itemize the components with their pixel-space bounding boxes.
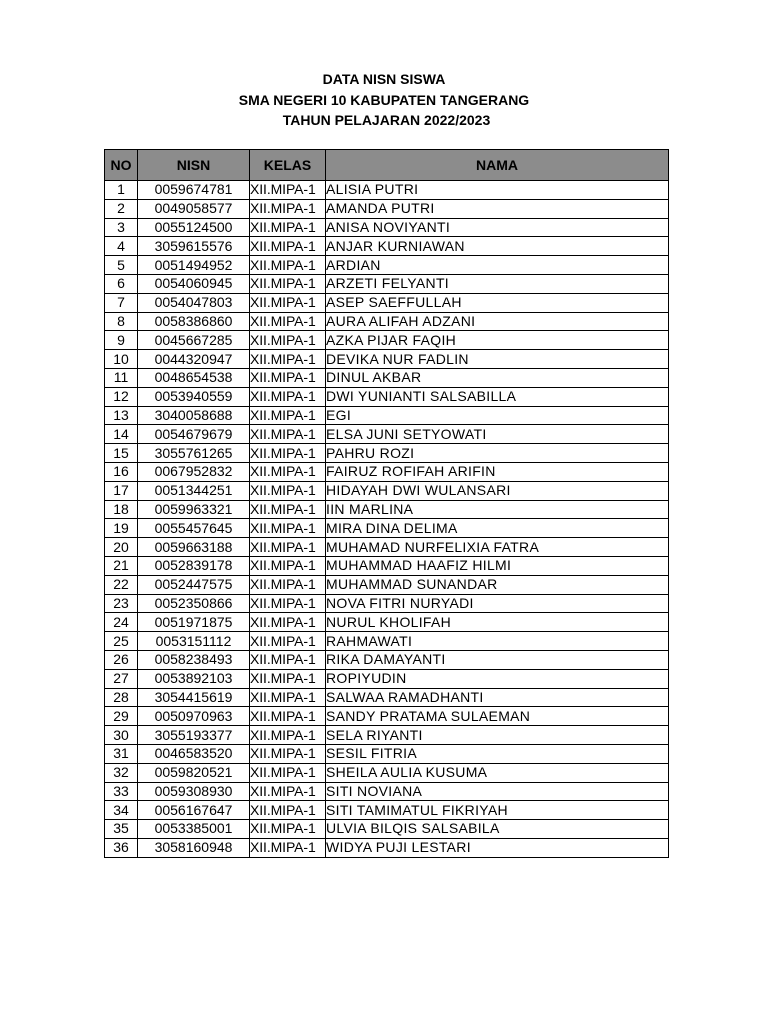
school-name: SMA NEGERI 10 KABUPATEN TANGERANG	[238, 91, 530, 108]
table-row	[105, 538, 669, 557]
table-row	[105, 519, 669, 538]
cell-nisn: 0049058577	[138, 199, 250, 218]
table-row	[105, 218, 669, 237]
cell-nisn: 0045667285	[138, 331, 250, 350]
cell-no: 32	[105, 763, 138, 782]
cell-nisn: 0051344251	[138, 481, 250, 500]
cell-kelas: XII.MIPA-1	[250, 838, 326, 857]
cell-nama: ROPIYUDIN	[326, 669, 669, 688]
cell-kelas: XII.MIPA-1	[250, 632, 326, 651]
cell-nisn: 0044320947	[138, 350, 250, 369]
cell-no: 7	[105, 293, 138, 312]
cell-nama: DINUL AKBAR	[326, 368, 669, 387]
cell-nisn: 0046583520	[138, 744, 250, 763]
cell-kelas: XII.MIPA-1	[250, 481, 326, 500]
cell-kelas: XII.MIPA-1	[250, 181, 326, 200]
cell-no: 3	[105, 218, 138, 237]
table-row	[105, 199, 669, 218]
cell-nama: ARDIAN	[326, 256, 669, 275]
table-row	[105, 274, 669, 293]
cell-kelas: XII.MIPA-1	[250, 312, 326, 331]
cell-kelas: XII.MIPA-1	[250, 613, 326, 632]
column-header-kelas: KELAS	[250, 150, 326, 181]
cell-nisn: 0052447575	[138, 575, 250, 594]
cell-kelas: XII.MIPA-1	[250, 575, 326, 594]
cell-no: 27	[105, 669, 138, 688]
cell-kelas: XII.MIPA-1	[250, 688, 326, 707]
cell-nisn: 0058386860	[138, 312, 250, 331]
cell-nisn: 0053151112	[138, 632, 250, 651]
table-row	[105, 256, 669, 275]
cell-no: 2	[105, 199, 138, 218]
cell-nisn: 0052839178	[138, 556, 250, 575]
cell-nama: HIDAYAH DWI WULANSARI	[326, 481, 669, 500]
cell-no: 18	[105, 500, 138, 519]
cell-kelas: XII.MIPA-1	[250, 406, 326, 425]
cell-no: 26	[105, 650, 138, 669]
cell-nama: EGI	[326, 406, 669, 425]
cell-nisn: 0058238493	[138, 650, 250, 669]
cell-kelas: XII.MIPA-1	[250, 350, 326, 369]
cell-nama: FAIRUZ ROFIFAH ARIFIN	[326, 462, 669, 481]
cell-nama: AZKA PIJAR FAQIH	[326, 331, 669, 350]
cell-kelas: XII.MIPA-1	[250, 538, 326, 557]
cell-kelas: XII.MIPA-1	[250, 237, 326, 256]
cell-nisn: 3058160948	[138, 838, 250, 857]
cell-nisn: 3055193377	[138, 726, 250, 745]
table-row	[105, 744, 669, 763]
cell-no: 20	[105, 538, 138, 557]
cell-no: 9	[105, 331, 138, 350]
cell-no: 5	[105, 256, 138, 275]
cell-no: 33	[105, 782, 138, 801]
cell-nisn: 0054060945	[138, 274, 250, 293]
cell-nisn: 0053892103	[138, 669, 250, 688]
cell-nisn: 3055761265	[138, 444, 250, 463]
cell-nisn: 0055124500	[138, 218, 250, 237]
table-row	[105, 387, 669, 406]
cell-nama: ASEP SAEFFULLAH	[326, 293, 669, 312]
cell-nama: RAHMAWATI	[326, 632, 669, 651]
cell-nisn: 0056167647	[138, 801, 250, 820]
cell-nama: MUHAMMAD HAAFIZ HILMI	[326, 556, 669, 575]
cell-kelas: XII.MIPA-1	[250, 519, 326, 538]
cell-kelas: XII.MIPA-1	[250, 199, 326, 218]
cell-nisn: 0059820521	[138, 763, 250, 782]
cell-kelas: XII.MIPA-1	[250, 763, 326, 782]
cell-nama: SALWAA RAMADHANTI	[326, 688, 669, 707]
table-row	[105, 726, 669, 745]
cell-kelas: XII.MIPA-1	[250, 331, 326, 350]
cell-nama: SITI TAMIMATUL FIKRIYAH	[326, 801, 669, 820]
cell-nama: DWI YUNIANTI SALSABILLA	[326, 387, 669, 406]
cell-kelas: XII.MIPA-1	[250, 218, 326, 237]
cell-no: 30	[105, 726, 138, 745]
table-row	[105, 444, 669, 463]
cell-nama: SITI NOVIANA	[326, 782, 669, 801]
table-row	[105, 650, 669, 669]
cell-kelas: XII.MIPA-1	[250, 820, 326, 839]
document-header	[0, 69, 768, 131]
cell-no: 36	[105, 838, 138, 857]
cell-nama: MUHAMMAD SUNANDAR	[326, 575, 669, 594]
cell-no: 14	[105, 425, 138, 444]
cell-nisn: 0048654538	[138, 368, 250, 387]
cell-no: 28	[105, 688, 138, 707]
cell-nama: ALISIA PUTRI	[326, 181, 669, 200]
cell-no: 16	[105, 462, 138, 481]
table-row	[105, 312, 669, 331]
cell-nama: MIRA DINA DELIMA	[326, 519, 669, 538]
cell-nama: AURA ALIFAH ADZANI	[326, 312, 669, 331]
cell-kelas: XII.MIPA-1	[250, 707, 326, 726]
column-header-nama: NAMA	[326, 150, 669, 181]
cell-nama: ANJAR KURNIAWAN	[326, 237, 669, 256]
table-row	[105, 632, 669, 651]
cell-kelas: XII.MIPA-1	[250, 669, 326, 688]
cell-no: 35	[105, 820, 138, 839]
cell-nisn: 0050970963	[138, 707, 250, 726]
table-row	[105, 425, 669, 444]
cell-nisn: 3040058688	[138, 406, 250, 425]
cell-no: 13	[105, 406, 138, 425]
cell-kelas: XII.MIPA-1	[250, 650, 326, 669]
cell-nama: AMANDA PUTRI	[326, 199, 669, 218]
cell-no: 34	[105, 801, 138, 820]
student-nisn-table	[104, 149, 669, 858]
cell-no: 12	[105, 387, 138, 406]
cell-nisn: 3059615576	[138, 237, 250, 256]
table-row	[105, 462, 669, 481]
table-row	[105, 237, 669, 256]
table-row	[105, 801, 669, 820]
cell-kelas: XII.MIPA-1	[250, 782, 326, 801]
cell-kelas: XII.MIPA-1	[250, 556, 326, 575]
academic-year: TAHUN PELAJARAN 2022/2023	[282, 112, 491, 128]
cell-no: 31	[105, 744, 138, 763]
cell-nama: ANISA NOVIYANTI	[326, 218, 669, 237]
table-row	[105, 669, 669, 688]
cell-nisn: 0051494952	[138, 256, 250, 275]
cell-no: 17	[105, 481, 138, 500]
cell-nisn: 0051971875	[138, 613, 250, 632]
cell-no: 21	[105, 556, 138, 575]
cell-no: 6	[105, 274, 138, 293]
table-row	[105, 500, 669, 519]
cell-no: 19	[105, 519, 138, 538]
cell-nisn: 3054415619	[138, 688, 250, 707]
cell-no: 29	[105, 707, 138, 726]
cell-no: 25	[105, 632, 138, 651]
cell-nama: NURUL KHOLIFAH	[326, 613, 669, 632]
cell-no: 23	[105, 594, 138, 613]
cell-nama: SESIL FITRIA	[326, 744, 669, 763]
cell-kelas: XII.MIPA-1	[250, 425, 326, 444]
table-row	[105, 368, 669, 387]
table-row	[105, 594, 669, 613]
cell-kelas: XII.MIPA-1	[250, 444, 326, 463]
column-header-nisn: NISN	[138, 150, 250, 181]
cell-nisn: 0059674781	[138, 181, 250, 200]
cell-nisn: 0059308930	[138, 782, 250, 801]
cell-kelas: XII.MIPA-1	[250, 500, 326, 519]
cell-no: 22	[105, 575, 138, 594]
table-row	[105, 481, 669, 500]
table-row	[105, 406, 669, 425]
cell-nama: IIN MARLINA	[326, 500, 669, 519]
cell-no: 11	[105, 368, 138, 387]
cell-no: 10	[105, 350, 138, 369]
cell-kelas: XII.MIPA-1	[250, 594, 326, 613]
cell-kelas: XII.MIPA-1	[250, 256, 326, 275]
table-row	[105, 350, 669, 369]
cell-nama: PAHRU ROZI	[326, 444, 669, 463]
cell-nisn: 0054047803	[138, 293, 250, 312]
table-row	[105, 613, 669, 632]
cell-nisn: 0054679679	[138, 425, 250, 444]
cell-nisn: 0067952832	[138, 462, 250, 481]
cell-kelas: XII.MIPA-1	[250, 274, 326, 293]
table-row	[105, 181, 669, 200]
table-body	[105, 181, 669, 858]
cell-nama: DEVIKA NUR FADLIN	[326, 350, 669, 369]
cell-nisn: 0059663188	[138, 538, 250, 557]
cell-nama: SANDY PRATAMA SULAEMAN	[326, 707, 669, 726]
table-row	[105, 556, 669, 575]
cell-nisn: 0053940559	[138, 387, 250, 406]
cell-kelas: XII.MIPA-1	[250, 293, 326, 312]
document-title: DATA NISN SISWA	[322, 71, 446, 87]
cell-nama: RIKA DAMAYANTI	[326, 650, 669, 669]
cell-nisn: 0053385001	[138, 820, 250, 839]
table-row	[105, 331, 669, 350]
cell-no: 15	[105, 444, 138, 463]
table-row	[105, 782, 669, 801]
table-row	[105, 293, 669, 312]
cell-kelas: XII.MIPA-1	[250, 801, 326, 820]
cell-nama: ELSA JUNI SETYOWATI	[326, 425, 669, 444]
cell-no: 8	[105, 312, 138, 331]
cell-nisn: 0059963321	[138, 500, 250, 519]
table-row	[105, 838, 669, 857]
cell-kelas: XII.MIPA-1	[250, 387, 326, 406]
cell-nama: ULVIA BILQIS SALSABILA	[326, 820, 669, 839]
table-row	[105, 688, 669, 707]
table-row	[105, 763, 669, 782]
table-row	[105, 820, 669, 839]
cell-nisn: 0052350866	[138, 594, 250, 613]
cell-nama: NOVA FITRI NURYADI	[326, 594, 669, 613]
cell-kelas: XII.MIPA-1	[250, 368, 326, 387]
table-row	[105, 707, 669, 726]
cell-kelas: XII.MIPA-1	[250, 462, 326, 481]
cell-no: 4	[105, 237, 138, 256]
table-header-row	[105, 150, 669, 181]
cell-kelas: XII.MIPA-1	[250, 744, 326, 763]
cell-nama: SELA RIYANTI	[326, 726, 669, 745]
cell-nama: ARZETI FELYANTI	[326, 274, 669, 293]
cell-nama: WIDYA PUJI LESTARI	[326, 838, 669, 857]
cell-nama: MUHAMAD NURFELIXIA FATRA	[326, 538, 669, 557]
cell-nisn: 0055457645	[138, 519, 250, 538]
cell-nama: SHEILA AULIA KUSUMA	[326, 763, 669, 782]
cell-no: 24	[105, 613, 138, 632]
cell-no: 1	[105, 181, 138, 200]
cell-kelas: XII.MIPA-1	[250, 726, 326, 745]
table-row	[105, 575, 669, 594]
column-header-no: NO	[105, 150, 138, 181]
